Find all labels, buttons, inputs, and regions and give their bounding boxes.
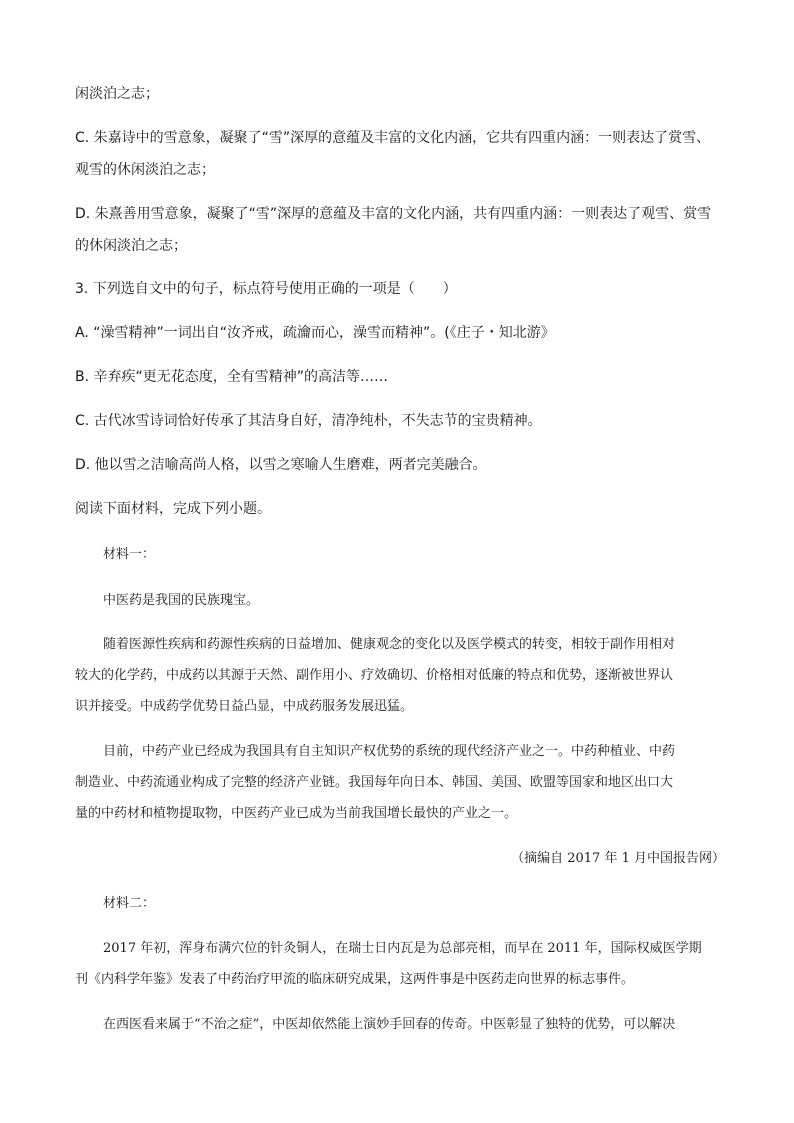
material1-para2-line1: 随着医源性疾病和药源性疾病的日益增加、健康观念的变化以及医学模式的转变，相较于副作用相对 xyxy=(103,637,676,652)
material1-para3-line2: 制造业、中药流通业构成了完整的经济产业链。我国每年向日本、韩国、美国、欧盟等国家和地区出口大 xyxy=(75,775,674,790)
material2-para1-line2: 刊《内科学年鉴》发表了中药治疗甲流的临床研究成果，这两件事是中医药走向世界的标志事件。 xyxy=(75,972,635,987)
q2-option-c-line2: 观雪的休闲淡泊之志； xyxy=(75,162,215,178)
q3-option-b: B. 辛弃疾“更无花态度，全有雪精神”的高洁等…… xyxy=(75,369,389,385)
q3-option-c: C. 古代冰雪诗词恰好传承了其洁身自好，清净纯朴，不失志节的宝贵精神。 xyxy=(75,413,542,429)
material2-heading: 材料二： xyxy=(103,896,156,911)
q2-option-d-line2: 的休闲淡泊之志； xyxy=(75,238,187,254)
material1-para3-line3: 量的中药材和植物提取物，中医药产业已成为当前我国增长最快的产业之一。 xyxy=(75,806,518,821)
material1-heading: 材料一： xyxy=(103,547,156,562)
q2-option-c-line1: C. 朱嘉诗中的雪意象，凝聚了“雪”深厚的意蕴及丰富的文化内涵，它共有四重内涵：一则表达了赏雪、 xyxy=(75,130,711,146)
q3-option-a: A. “澡雪精神”一词出自“汝齐戒，疏瀹而心，澡雪而精神”。(《庄子・知北游》 xyxy=(75,325,555,341)
material1-para2-line2: 较大的化学药，中成药以其源于天然、副作用小、疗效确切、价格相对低廉的特点和优势，逐渐被世界认 xyxy=(75,668,674,683)
q2-option-d-line1: D. 朱熹善用雪意象，凝聚了“雪”深厚的意蕴及丰富的文化内涵，共有四重内涵：一则表达了观雪、赏雪 xyxy=(75,206,712,222)
material2-para2-line1: 在西医看来属于“不治之症”，中医却依然能上演妙手回春的传奇。中医彰显了独特的优势，可以解决 xyxy=(103,1017,676,1032)
q3-stem: 3. 下列选自文中的句子，标点符号使用正确的一项是（ ） xyxy=(75,281,457,297)
q3-option-d: D. 他以雪之洁喻高尚人格，以雪之寒喻人生磨难，两者完美融合。 xyxy=(75,457,487,473)
material2-para1-line1: 2017 年初，浑身布满穴位的针灸铜人，在瑞士日内瓦是为总部亮相，而早在 2011 年，国际权威医学期 xyxy=(103,941,702,956)
material1-source: （摘编自 2017 年 1 月中国报告网） xyxy=(511,851,725,866)
material1-para3-line1: 目前，中药产业已经成为我国具有自主知识产权优势的系统的现代经济产业之一。中药种植业、中药 xyxy=(103,744,676,759)
q2-option-b-tail: 闲淡泊之志； xyxy=(75,86,159,102)
reading-instruction: 阅读下面材料，完成下列小题。 xyxy=(75,501,271,517)
material1-para1: 中医药是我国的民族瑰宝。 xyxy=(103,593,260,608)
material1-para2-line3: 识并接受。中成药学优势日益凸显，中成药服务发展迅猛。 xyxy=(75,699,414,714)
